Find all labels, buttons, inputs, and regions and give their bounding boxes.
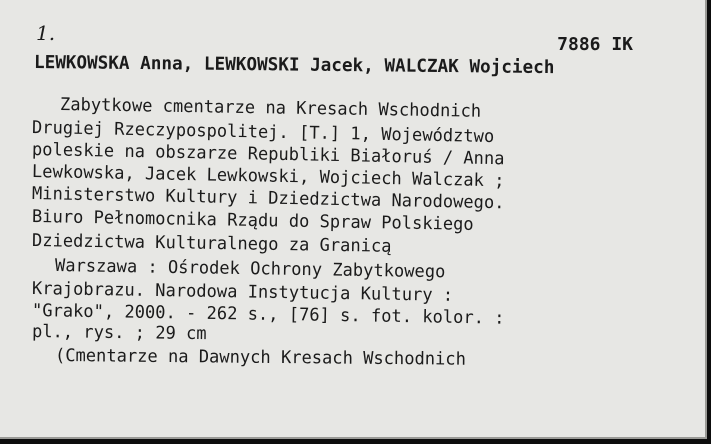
responsibility-line-2: Ministerstwo Kultury i Dziedzictwa Narodowego. [31, 184, 505, 214]
series-line: (Cmentarze na Dawnych Kresach Wschodnich [54, 346, 466, 370]
title-line-3: poleskie na obszarze Republiki Białoruś / Anna [31, 140, 505, 170]
publication-line-2: Krajobrazu. Narodowa Instytucja Kultury : [31, 279, 454, 306]
card-number: 1. [36, 21, 56, 45]
author-heading: LEWKOWSKA Anna, LEWKOWSKI Jacek, WALCZAK Wojciech [33, 52, 555, 79]
responsibility-line-1: Lewkowska, Jacek Lewkowski, Wojciech Walczak ; [31, 162, 505, 192]
title-line-1: Zabytkowe cmentarze na Kresach Wschodnich [59, 95, 482, 122]
physical-description: pl., rys. ; 29 cm [31, 322, 207, 345]
responsibility-line-4: Dziedzictwa Kulturalnego za Granicą [31, 231, 392, 257]
publication-line-3: "Grako", 2000. - 262 s., [76] s. fot. kolor. : [31, 301, 505, 329]
title-line-2: Drugiej Rzeczypospolitej. [T.] 1, Województwo [31, 118, 495, 148]
publication-line-1: Warszawa : Ośrodek Ochrony Zabytkowego [54, 256, 446, 283]
call-number: 7886 IK [557, 34, 633, 55]
responsibility-line-3: Biuro Pełnomocnika Rządu do Spraw Polskiego [31, 207, 474, 235]
